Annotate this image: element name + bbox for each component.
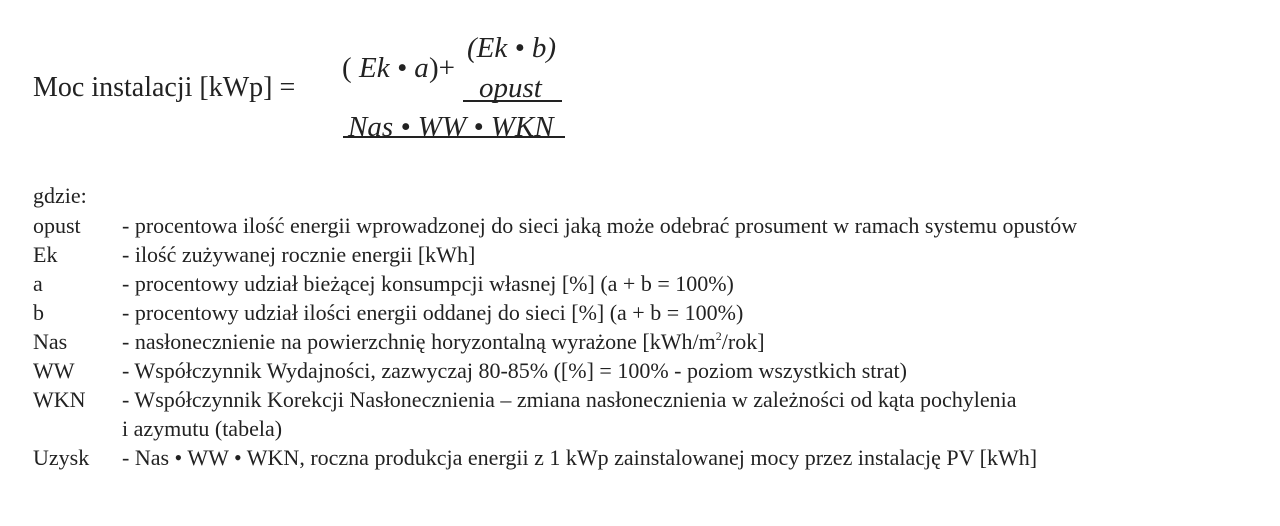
legend-row-uzysk (33, 443, 1077, 472)
legend-desc: - Współczynnik Wydajności, zazwyczaj 80-85% ([%] = 100% - poziom wszystkich strat) (122, 358, 907, 383)
legend-term: Nas (33, 329, 68, 354)
where-label: gdzie: (33, 183, 87, 208)
legend-term: WW (33, 358, 75, 383)
legend-desc: - ilość zużywanej rocznie energii [kWh] (122, 242, 476, 267)
legend-desc: - Współczynnik Korekcji Nasłonecznienia – zmiana nasłonecznienia w zależności od kąta pochylenia (122, 387, 1017, 412)
numerator-term-1: Ek • a (359, 52, 429, 84)
legend-desc: - procentowa ilość energii wprowadzonej do sieci jaką może odebrać prosument w ramach systemu opustów (122, 213, 1078, 238)
legend-row-ek (33, 240, 1077, 269)
legend-list (33, 211, 1077, 472)
legend-term: Ek (33, 242, 58, 267)
legend-desc-part: - nasłonecznienie na powierzchnię horyzontalną wyrażone [kWh/m (122, 329, 716, 354)
legend-desc: - procentowy udział bieżącej konsumpcji własnej [%] (a + b = 100%) (122, 271, 734, 296)
paren-open: ( (342, 52, 352, 84)
paren-close-plus: )+ (429, 52, 456, 84)
legend-row-ww (33, 356, 1077, 385)
formula (340, 30, 570, 150)
legend-desc: - Nas • WW • WKN, roczna produkcja energii z 1 kWp zainstalowanej mocy przez instalację PV [kWh] (122, 445, 1038, 470)
legend-term: a (33, 271, 43, 296)
legend-continuation: i azymutu (tabela) (122, 416, 283, 441)
legend-desc-part: /rok] (721, 329, 765, 354)
main-denominator: Nas • WW • WKN (348, 111, 554, 143)
legend-row-wkn (33, 385, 1077, 414)
inner-denominator: opust (479, 72, 542, 104)
legend-desc: - procentowy udział ilości energii oddanej do sieci [%] (a + b = 100%) (122, 300, 744, 325)
legend-term: WKN (33, 387, 86, 412)
legend-row-nas (33, 327, 1077, 356)
superscript: 2 (715, 329, 722, 343)
legend-row-b (33, 298, 1077, 327)
legend-desc (122, 327, 765, 356)
formula-label: Moc instalacji [kWp] = (33, 72, 296, 103)
legend-term: Uzysk (33, 445, 90, 470)
inner-numerator: (Ek • b) (467, 32, 557, 64)
legend-term: opust (33, 213, 81, 238)
legend-row-opust (33, 211, 1077, 240)
legend-term: b (33, 300, 44, 325)
legend-row-a (33, 269, 1077, 298)
